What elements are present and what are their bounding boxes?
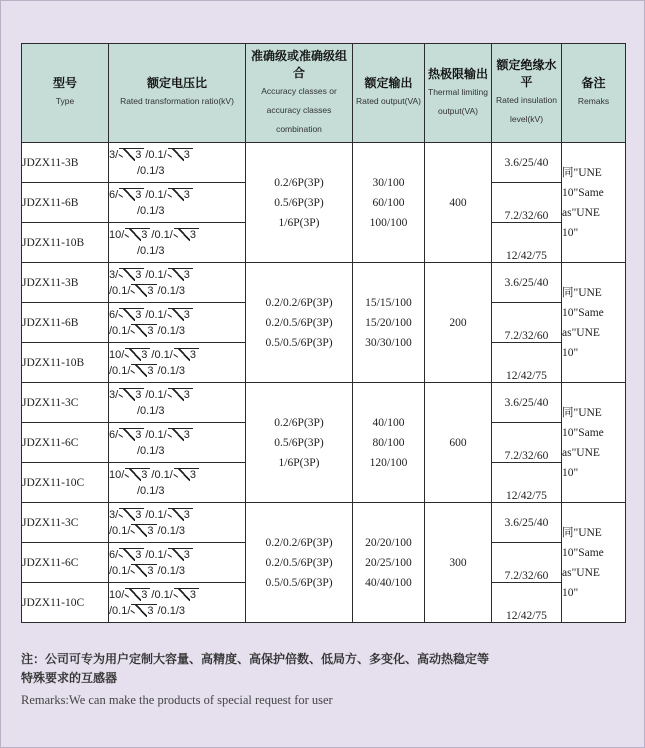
ratio-line — [109, 147, 245, 163]
sqrt-radicand: 3 — [147, 324, 154, 337]
sqrt-radicand: 3 — [135, 548, 142, 561]
sqrt-radicand: 3 — [147, 364, 154, 377]
ratio-part: 6/ — [109, 308, 119, 321]
remarks-cell — [562, 383, 626, 503]
remark-line: 同"UNE — [562, 526, 602, 539]
sqrt-radicand: 3 — [183, 148, 190, 161]
ratio-part: /0.1/ — [151, 228, 173, 241]
ratio-line — [109, 363, 245, 379]
ratio-part: /0.1/ — [109, 364, 131, 377]
accuracy-value: 0.2/0.2/6P(3P) — [265, 296, 333, 309]
ratio-part: 3/ — [109, 388, 119, 401]
sqrt-symbol — [174, 588, 199, 602]
insulation-cell: 3.6/25/40 — [492, 503, 562, 543]
accuracy-value: 0.5/6P(3P) — [274, 436, 324, 449]
thermal-cell: 400 — [425, 143, 492, 263]
output-value: 30/100 — [372, 176, 405, 189]
insulation-cell: 3.6/25/40 — [492, 143, 562, 183]
remark-line: as"UNE — [562, 446, 600, 459]
ratio-cell — [109, 143, 246, 183]
sqrt-symbol — [168, 188, 193, 202]
sqrt-radicand: 3 — [189, 468, 196, 481]
remark-line: as"UNE — [562, 206, 600, 219]
ratio-part: /0.1/3 — [157, 364, 186, 377]
sqrt-radicand: 3 — [183, 268, 190, 281]
accuracy-cell — [246, 143, 353, 263]
accuracy-value: 0.5/0.5/6P(3P) — [265, 576, 333, 589]
sqrt-radicand: 3 — [183, 428, 190, 441]
ratio-part: /0.1/ — [109, 564, 131, 577]
sqrt-symbol — [119, 388, 144, 402]
type-cell: JDZX11-6C — [22, 423, 109, 463]
sqrt-symbol — [131, 364, 156, 378]
type-cell: JDZX11-10C — [22, 583, 109, 623]
ratio-line — [109, 603, 245, 619]
thermal-cell: 600 — [425, 383, 492, 503]
ratio-part: 6/ — [109, 548, 119, 561]
ratio-line — [109, 323, 245, 339]
sqrt-radicand: 3 — [147, 284, 154, 297]
header-thermal-en: Thermal limiting output(VA) — [428, 86, 488, 116]
remark-line: 同"UNE — [562, 166, 602, 179]
sqrt-radicand: 3 — [135, 268, 142, 281]
output-value: 80/100 — [372, 436, 405, 449]
sqrt-symbol — [131, 524, 156, 538]
table-row — [22, 383, 626, 423]
remark-line: 10"Same — [562, 546, 604, 559]
ratio-line — [109, 203, 245, 219]
accuracy-cell — [246, 503, 353, 623]
ratio-line — [109, 347, 245, 363]
remark-line: 10" — [562, 346, 579, 359]
insulation-cell: 12/42/75 — [492, 343, 562, 383]
sqrt-symbol — [131, 564, 156, 578]
header-thermal — [425, 44, 492, 143]
sqrt-symbol — [168, 308, 193, 322]
ratio-part: /0.1/ — [151, 348, 173, 361]
header-accuracy — [246, 44, 353, 143]
header-insulation-en: Rated insulation level(kV) — [496, 95, 557, 124]
note-cn-line: 特殊要求的互感器 — [21, 671, 118, 685]
sqrt-symbol — [174, 228, 199, 242]
remark-line: 10" — [562, 586, 579, 599]
output-value: 40/100 — [372, 416, 405, 429]
sqrt-symbol — [119, 548, 144, 562]
output-value: 15/20/100 — [365, 316, 412, 329]
ratio-part: /0.1/ — [145, 308, 167, 321]
sqrt-symbol — [131, 604, 156, 618]
sqrt-symbol — [168, 548, 193, 562]
header-type — [22, 44, 109, 143]
ratio-part: /0.1/ — [145, 428, 167, 441]
sqrt-symbol — [119, 148, 144, 162]
type-cell: JDZX11-3B — [22, 143, 109, 183]
sqrt-radicand: 3 — [183, 308, 190, 321]
ratio-line — [109, 403, 245, 419]
ratio-part: /0.1/ — [145, 268, 167, 281]
notes-block — [21, 650, 625, 712]
header-accuracy-cn: 准确级或准确级组合 — [250, 48, 347, 80]
ratio-cell — [109, 543, 246, 583]
ratio-line — [109, 283, 245, 299]
accuracy-cell — [246, 383, 353, 503]
ratio-line — [109, 427, 245, 443]
ratio-part: /0.1/3 — [137, 444, 165, 457]
insulation-cell: 3.6/25/40 — [492, 263, 562, 303]
ratio-part: /0.1/ — [109, 524, 131, 537]
ratio-line — [109, 387, 245, 403]
ratio-part: /0.1/3 — [137, 404, 165, 417]
ratio-part: /0.1/3 — [157, 564, 186, 577]
output-value: 30/30/100 — [365, 336, 412, 349]
ratio-cell — [109, 343, 246, 383]
ratio-cell — [109, 223, 246, 263]
sqrt-radicand: 3 — [189, 348, 196, 361]
sqrt-radicand: 3 — [147, 524, 154, 537]
sqrt-radicand: 3 — [141, 468, 148, 481]
ratio-part: 10/ — [109, 348, 125, 361]
header-insulation-cn: 额定绝缘水平 — [496, 58, 557, 89]
output-cell — [353, 143, 425, 263]
ratio-part: 10/ — [109, 468, 125, 481]
header-output-en: Rated output(VA) — [355, 96, 422, 106]
accuracy-value: 1/6P(3P) — [278, 456, 320, 469]
table-row — [22, 503, 626, 543]
insulation-cell: 3.6/25/40 — [492, 383, 562, 423]
ratio-part: /0.1/3 — [137, 164, 165, 177]
ratio-line — [109, 547, 245, 563]
ratio-cell — [109, 383, 246, 423]
insulation-cell: 12/42/75 — [492, 463, 562, 503]
header-output-cn: 额定输出 — [364, 76, 413, 90]
header-ratio — [109, 44, 246, 143]
remark-line: 10" — [562, 466, 579, 479]
ratio-line — [109, 267, 245, 283]
accuracy-value: 0.5/6P(3P) — [274, 196, 324, 209]
sqrt-radicand: 3 — [183, 548, 190, 561]
ratio-part: /0.1/3 — [157, 284, 186, 297]
ratio-line — [109, 307, 245, 323]
insulation-cell: 12/42/75 — [492, 223, 562, 263]
table-row — [22, 143, 626, 183]
output-cell — [353, 503, 425, 623]
remarks-cell — [562, 503, 626, 623]
ratio-part: /0.1/ — [145, 148, 167, 161]
ratio-part: /0.1/3 — [137, 484, 165, 497]
remark-line: 10" — [562, 226, 579, 239]
ratio-part: /0.1/ — [151, 588, 173, 601]
remarks-cell — [562, 263, 626, 383]
insulation-cell: 7.2/32/60 — [492, 303, 562, 343]
sqrt-symbol — [125, 468, 150, 482]
accuracy-value: 1/6P(3P) — [278, 216, 320, 229]
sqrt-radicand: 3 — [183, 508, 190, 521]
ratio-part: 10/ — [109, 588, 125, 601]
ratio-line — [109, 187, 245, 203]
output-value: 15/15/100 — [365, 296, 412, 309]
sqrt-symbol — [119, 188, 144, 202]
sqrt-radicand: 3 — [135, 188, 142, 201]
type-cell: JDZX11-3B — [22, 263, 109, 303]
ratio-line — [109, 507, 245, 523]
accuracy-value: 0.2/6P(3P) — [274, 416, 324, 429]
ratio-part: /0.1/3 — [157, 324, 186, 337]
ratio-line — [109, 587, 245, 603]
sqrt-symbol — [168, 268, 193, 282]
sqrt-radicand: 3 — [183, 188, 190, 201]
sqrt-radicand: 3 — [147, 604, 154, 617]
sqrt-radicand: 3 — [135, 308, 142, 321]
header-remarks — [562, 44, 626, 143]
sqrt-radicand: 3 — [189, 588, 196, 601]
output-value: 100/100 — [369, 216, 408, 229]
ratio-line — [109, 483, 245, 499]
accuracy-value: 0.2/0.5/6P(3P) — [265, 316, 333, 329]
header-type-en: Type — [55, 96, 75, 106]
ratio-part: /0.1/3 — [157, 524, 186, 537]
sqrt-symbol — [174, 348, 199, 362]
note-cn-line: 注：公司可专为用户定制大容量、高精度、高保护倍数、低局方、多变化、高动热稳定等 — [21, 652, 490, 666]
header-remarks-en: Remaks — [577, 96, 610, 106]
ratio-part: /0.1/ — [109, 324, 131, 337]
header-remarks-cn: 备注 — [581, 76, 606, 90]
sqrt-symbol — [125, 588, 150, 602]
ratio-part: /0.1/3 — [137, 204, 165, 217]
insulation-cell: 12/42/75 — [492, 583, 562, 623]
sqrt-radicand: 3 — [147, 564, 154, 577]
ratio-cell — [109, 423, 246, 463]
ratio-part: 6/ — [109, 428, 119, 441]
type-cell: JDZX11-10B — [22, 343, 109, 383]
accuracy-value: 0.2/0.2/6P(3P) — [265, 536, 333, 549]
ratio-cell — [109, 463, 246, 503]
sqrt-radicand: 3 — [141, 348, 148, 361]
remark-line: 同"UNE — [562, 406, 602, 419]
remark-line: 10"Same — [562, 186, 604, 199]
sqrt-symbol — [168, 428, 193, 442]
ratio-part: /0.1/ — [145, 548, 167, 561]
insulation-cell: 7.2/32/60 — [492, 183, 562, 223]
ratio-part: 3/ — [109, 268, 119, 281]
header-type-cn: 型号 — [52, 76, 77, 90]
ratio-part: 3/ — [109, 148, 119, 161]
header-row — [22, 44, 626, 143]
output-value: 20/25/100 — [365, 556, 412, 569]
ratio-part: /0.1/3 — [137, 244, 165, 257]
sqrt-radicand: 3 — [135, 148, 142, 161]
ratio-cell — [109, 303, 246, 343]
type-cell: JDZX11-10C — [22, 463, 109, 503]
thermal-cell: 300 — [425, 503, 492, 623]
ratio-line — [109, 443, 245, 459]
accuracy-value: 0.2/0.5/6P(3P) — [265, 556, 333, 569]
sqrt-symbol — [131, 284, 156, 298]
remark-line: as"UNE — [562, 566, 600, 579]
output-value: 60/100 — [372, 196, 405, 209]
sqrt-symbol — [168, 148, 193, 162]
header-output — [353, 44, 425, 143]
output-cell — [353, 263, 425, 383]
thermal-cell: 200 — [425, 263, 492, 383]
header-accuracy-en: Accuracy classes or accuracy classes combination — [261, 85, 337, 134]
sqrt-radicand: 3 — [189, 228, 196, 241]
ratio-line — [109, 227, 245, 243]
ratio-cell — [109, 263, 246, 303]
output-value: 120/100 — [369, 456, 408, 469]
sqrt-symbol — [119, 508, 144, 522]
sqrt-radicand: 3 — [135, 388, 142, 401]
ratio-part: 10/ — [109, 228, 125, 241]
ratio-line — [109, 523, 245, 539]
type-cell: JDZX11-3C — [22, 503, 109, 543]
ratio-part: /0.1/ — [145, 508, 167, 521]
ratio-line — [109, 563, 245, 579]
ratio-part: /0.1/ — [109, 284, 131, 297]
remark-line: 10"Same — [562, 426, 604, 439]
ratio-cell — [109, 503, 246, 543]
remark-line: 10"Same — [562, 306, 604, 319]
sqrt-symbol — [125, 348, 150, 362]
sqrt-symbol — [168, 388, 193, 402]
type-cell: JDZX11-3C — [22, 383, 109, 423]
ratio-line — [109, 467, 245, 483]
output-value: 40/40/100 — [365, 576, 412, 589]
remarks-cell — [562, 143, 626, 263]
table-row — [22, 263, 626, 303]
type-cell: JDZX11-6C — [22, 543, 109, 583]
ratio-part: 3/ — [109, 508, 119, 521]
type-cell: JDZX11-6B — [22, 303, 109, 343]
ratio-part: /0.1/ — [151, 468, 173, 481]
remark-line: 同"UNE — [562, 286, 602, 299]
sqrt-symbol — [119, 308, 144, 322]
output-value: 20/20/100 — [365, 536, 412, 549]
sqrt-radicand: 3 — [141, 228, 148, 241]
note-en-line: Remarks:We can make the products of special request for user — [21, 693, 333, 707]
sqrt-symbol — [119, 428, 144, 442]
type-cell: JDZX11-6B — [22, 183, 109, 223]
ratio-part: /0.1/3 — [157, 604, 186, 617]
sqrt-symbol — [168, 508, 193, 522]
ratio-part: /0.1/ — [109, 604, 131, 617]
sqrt-symbol — [119, 268, 144, 282]
header-insulation — [492, 44, 562, 143]
accuracy-value: 0.5/0.5/6P(3P) — [265, 336, 333, 349]
header-thermal-cn: 热极限输出 — [427, 66, 488, 81]
insulation-cell: 7.2/32/60 — [492, 423, 562, 463]
ratio-cell — [109, 183, 246, 223]
accuracy-cell — [246, 263, 353, 383]
sqrt-radicand: 3 — [183, 388, 190, 401]
sqrt-radicand: 3 — [141, 588, 148, 601]
ratio-line — [109, 163, 245, 179]
ratio-line — [109, 243, 245, 259]
insulation-cell: 7.2/32/60 — [492, 543, 562, 583]
sqrt-radicand: 3 — [135, 508, 142, 521]
sqrt-symbol — [131, 324, 156, 338]
ratio-cell — [109, 583, 246, 623]
header-ratio-en: Rated transformation ratio(kV) — [120, 96, 234, 106]
spec-table — [21, 43, 626, 623]
type-cell: JDZX11-10B — [22, 223, 109, 263]
accuracy-value: 0.2/6P(3P) — [274, 176, 324, 189]
ratio-part: 6/ — [109, 188, 119, 201]
remark-line: as"UNE — [562, 326, 600, 339]
ratio-part: /0.1/ — [145, 388, 167, 401]
sqrt-symbol — [125, 228, 150, 242]
sqrt-symbol — [174, 468, 199, 482]
output-cell — [353, 383, 425, 503]
sqrt-radicand: 3 — [135, 428, 142, 441]
header-ratio-cn: 额定电压比 — [146, 76, 207, 90]
ratio-part: /0.1/ — [145, 188, 167, 201]
